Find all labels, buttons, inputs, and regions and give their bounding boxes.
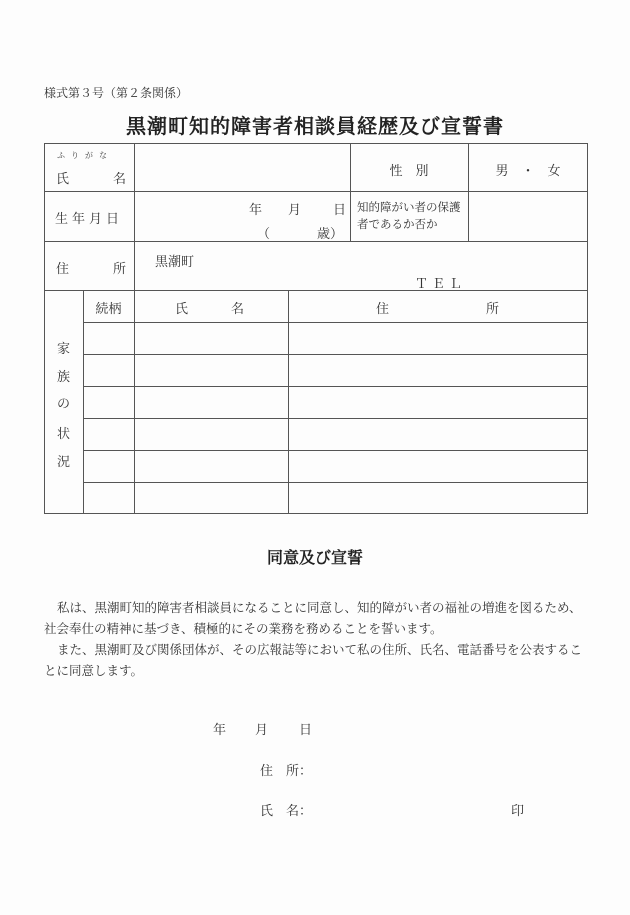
- birth-date-label: 生年月日: [54, 212, 123, 227]
- gender-options[interactable]: 男 ・ 女: [495, 164, 561, 179]
- column-name-2: 名: [231, 302, 245, 317]
- family-label-char: 家: [56, 342, 70, 357]
- family-label-char: の: [56, 397, 70, 412]
- family-address-cell[interactable]: [289, 419, 586, 449]
- oath-paragraph-2: また、黒潮町及び関係団体が、その広報誌等において私の住所、氏名、電話番号を公表することに同意します。: [44, 642, 583, 678]
- furigana-label: ふりがな: [57, 151, 113, 160]
- birth-month-label[interactable]: 月: [288, 203, 302, 218]
- oath-paragraph-1: 私は、黒潮町知的障害者相談員になることに同意し、知的障がい者の福祉の増進を図るため、社会奉仕の精神に基づき、積極的にその業務を務めることを誓います。: [44, 600, 582, 636]
- family-label-char: 状: [56, 427, 70, 442]
- column-name-1: 氏: [175, 302, 189, 317]
- family-address-cell[interactable]: [289, 451, 586, 481]
- name-label-1: 氏: [56, 172, 70, 187]
- family-address-cell[interactable]: [289, 483, 586, 513]
- age-label[interactable]: 歳）: [317, 227, 344, 242]
- family-address-cell[interactable]: [289, 355, 586, 385]
- family-label-char: 族: [56, 370, 70, 385]
- age-open: （: [257, 227, 271, 242]
- family-address-cell[interactable]: [289, 387, 586, 417]
- table-line: [350, 143, 351, 241]
- gender-label: 性 別: [389, 164, 429, 179]
- table-line: [44, 513, 588, 514]
- family-relation-cell[interactable]: [84, 355, 133, 385]
- oath-heading: 同意及び宣誓: [266, 548, 363, 567]
- address-prefill[interactable]: 黒潮町: [155, 255, 195, 270]
- name-field[interactable]: [136, 145, 348, 190]
- document-title: 黒潮町知的障害者相談員経歴及び宣誓書: [126, 114, 504, 138]
- table-line: [468, 143, 469, 241]
- address-label-2: 所: [113, 262, 127, 277]
- family-relation-cell[interactable]: [84, 419, 133, 449]
- family-relation-cell[interactable]: [84, 451, 133, 481]
- table-line: [44, 143, 588, 144]
- family-name-cell[interactable]: [135, 419, 287, 449]
- family-label-char: 況: [56, 455, 70, 470]
- birth-year-label[interactable]: 年: [249, 203, 263, 218]
- seal-mark: 印: [511, 804, 525, 819]
- family-name-cell[interactable]: [135, 451, 287, 481]
- sign-year[interactable]: 年: [213, 723, 227, 738]
- sign-name-label: 氏 名：: [260, 804, 313, 819]
- table-line: [44, 241, 588, 242]
- address-label-1: 住: [56, 262, 70, 277]
- family-relation-cell[interactable]: [84, 483, 133, 513]
- table-line: [587, 143, 588, 514]
- family-name-cell[interactable]: [135, 355, 287, 385]
- guardian-label: 知的障がい者の保護者であるか否か: [357, 200, 461, 231]
- form-number: 様式第３号（第２条関係）: [44, 86, 189, 100]
- column-address-1: 住: [376, 302, 390, 317]
- family-name-cell[interactable]: [135, 323, 287, 353]
- tel-label[interactable]: ＴＥＬ: [415, 277, 467, 292]
- birth-day-label[interactable]: 日: [333, 203, 347, 218]
- name-label-2: 名: [113, 172, 127, 187]
- family-address-cell[interactable]: [289, 323, 586, 353]
- table-line: [44, 290, 588, 291]
- family-name-cell[interactable]: [135, 483, 287, 513]
- table-line: [44, 191, 588, 192]
- sign-day[interactable]: 日: [299, 723, 313, 738]
- column-relation: 続柄: [95, 302, 122, 317]
- family-name-cell[interactable]: [135, 387, 287, 417]
- family-relation-cell[interactable]: [84, 387, 133, 417]
- sign-month[interactable]: 月: [255, 723, 269, 738]
- guardian-field[interactable]: [470, 193, 586, 240]
- column-address-2: 所: [486, 302, 500, 317]
- family-relation-cell[interactable]: [84, 323, 133, 353]
- sign-address-label: 住 所：: [260, 764, 313, 779]
